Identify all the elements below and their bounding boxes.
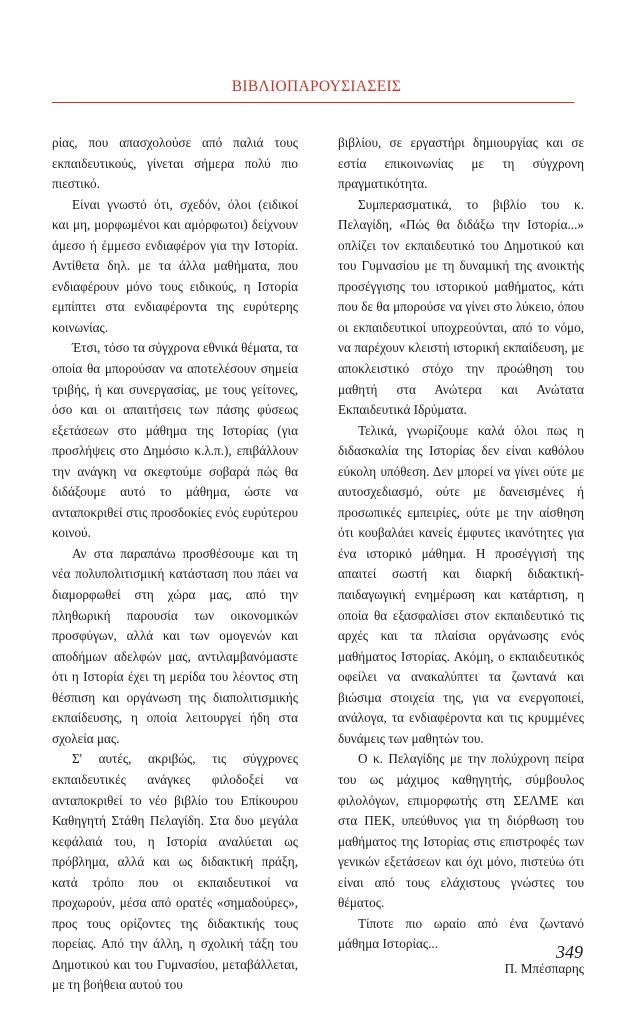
paragraph: Είναι γνωστό ότι, σχεδόν, όλοι (ειδικοί και μη, μορφωμένοι και αμόρφωτοι) δείχνουν άμεσο ή έμμεσο ενδιαφέρον για την Ιστορία. Αντίθετα δηλ. με τα άλλα μαθήματα, που ενδιαφέρουν μόνο τους ειδικούς, η Ιστορία εμπίπτει στα ενδιαφέροντα της ευρύτερης κοινωνίας. [52, 196, 298, 335]
paragraph: Τελικά, γνωρίζουμε καλά όλοι πως η διδασκαλία της Ιστορίας δεν είναι καθόλου εύκολη υπόθεση. Δεν μπορεί να γίνει ούτε με αυτοσχεδιασμό, ούτε με δανεισμένες ή προσωπικές εμπειρίες, ούτε με την αίσθηση ότι κουβαλάει κανείς έμφυτες ικανότητες για ένα ιστορικό μάθημα. Η προσέγγισή της απαιτεί σωστή και διαρκή διδακτική-παιδαγωγική ενημέρωση και κατάρτιση, η οποία θα εξασφαλίσει στον εκπαιδευτικό τις αρχές και τα πλαίσια οργάνωσης ενός μαθήματος Ιστορίας. Ακόμη, ο εκπαιδευτικός οφείλει να ανακαλύπτει τα ζωντανά και βιώσιμα στοιχεία της, για να ενεργοποιεί, ανάλογα, τα ενδιαφέροντα και τις κρυμμένες δυνάμεις των μαθητών του. [338, 422, 584, 746]
paragraph: Σ' αυτές, ακριβώς, τις σύγχρονες εκπαιδευτικές ανάγκες φιλοδοξεί να ανταποκριθεί το νέο βιβλίο του Επίκουρου Καθηγητή Στάθη Πελαγίδη. Στα δυο μεγάλα κεφάλαιά του, η Ιστορία αναλύεται ως πρόβλημα, αλλά και ως διδακτική πράξη, κατά τρόπο που οι εκπαιδευτικοί να προχωρούν, μέσα από ορατές «σημαδούρες», προς τους ορίζοντες της διδακτικής τους πορείας. Από την άλλη, η σχολική τάξη του Δημοτικού και του Γυμνασίου, μεταβάλλεται, με τη βοήθεια αυτού του [52, 751, 298, 993]
paragraph: Έτσι, τόσο τα σύγχρονα εθνικά θέματα, τα οποία θα μπορούσαν να αποτελέσουν σημεία τριβής, ή και συνεργασίας, με τους γείτονες, όσο και οι απαιτήσεις των πάσης φύσεως εξετάσεων στο μάθημα της Ιστορίας (για προσλήψεις στο Δημόσιο κ.λ.π.), επιβάλλουν την ανάγκη να σκεφτούμε σοβαρά πώς θα διδάξουμε αυτό το μάθημα, ώστε να ανταποκριθεί στις προσδοκίες ενός ευρύτερου κοινού. [52, 340, 298, 541]
paragraph: ρίας, που απασχολούσε από παλιά τους εκπαιδευτικούς, γίνεται σήμερα πολύ πιο πιεστικό. [52, 135, 298, 192]
author-signature: Π. Μπέσπαρης [504, 960, 584, 976]
left-column [52, 133, 298, 996]
header-rule [52, 102, 574, 103]
paragraph: Αν στα παραπάνω προσθέσουμε και τη νέα πολυπολιτισμική κατάσταση που πάει να διαμορφωθεί στη χώρα μας, από την πληθωρική παρουσία των οικονομικών προσφύγων, αλλά και των ομογενών και αποδήμων αδελφών μας, αντιλαμβανόμαστε ότι η Ιστορία έχει τη μερίδα του λέοντος στη θέσπιση και οργάνωση της διαπολιτισμικής εκπαίδευσης, η οποία λειτουργεί ήδη στα σχολεία μας. [52, 545, 298, 746]
paragraph: βιβλίου, σε εργαστήρι δημιουργίας και σε εστία επικοινωνίας με τη σύγχρονη πραγματικότητα. [338, 135, 584, 192]
paragraph: Ο κ. Πελαγίδης με την πολύχρονη πείρα του ως μάχιμος καθηγητής, σύμβουλος φιλολόγων, επιμορφωτής στη ΣΕΛΜΕ και στα ΠΕΚ, υπεύθυνος για τη διόρθωση του μαθήματος της Ιστορίας στις επιστροφές των γενικών εξετάσεων και όχι μόνο, πιστεύω ότι είναι από τους ελάχιστους γνώστες του θέματος. [338, 751, 584, 911]
page-number: 349 [556, 942, 583, 962]
right-column [338, 133, 584, 979]
paragraph: Συμπερασματικά, το βιβλίο του κ. Πελαγίδη, «Πώς θα διδάξω την Ιστορία...» οπλίζει τον εκπαιδευτικό του Δημοτικού και του Γυμνασίου με τη δυναμική της ανοικτής προσέγγισης του ιστορικού μαθήματος, κάτι που δε θα μπορούσε να γίνει στο λύκειο, όπου οι εκπαιδευτικοί υποχρεούνται, από το νόμο, να παρέχουν κλειστή ιστορική εκπαίδευση, με αποκλειστικό στόχο την προώθηση του μαθητή στα Ανώτερα και Ανώτατα Εκπαιδευτικά Ιδρύματα. [338, 196, 584, 418]
page-header: ΒΙΒΛΙΟΠΑΡΟΥΣΙΑΣΕΙΣ [231, 78, 402, 95]
paragraph: Τίποτε πιο ωραίο από ένα ζωντανό μάθημα Ιστορίας... [338, 915, 584, 952]
